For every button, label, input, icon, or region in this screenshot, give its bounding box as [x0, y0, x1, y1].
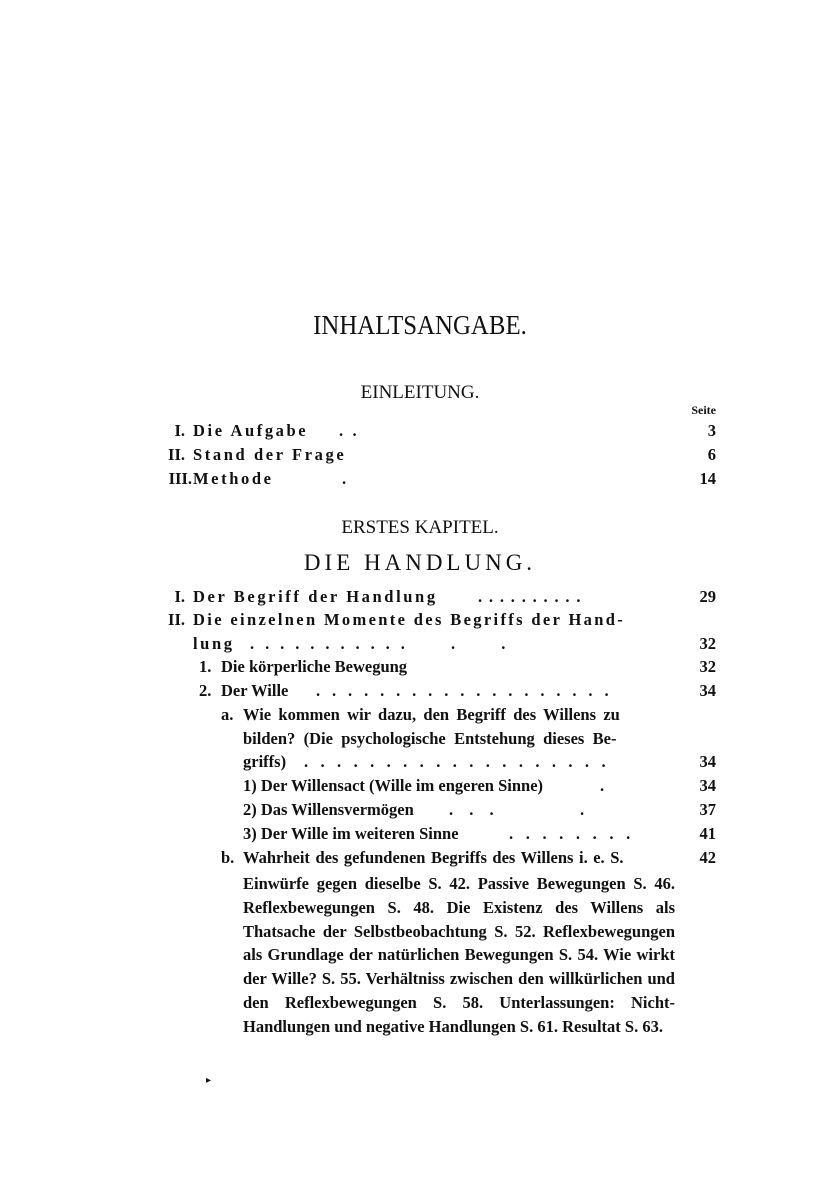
entry-number: I.	[174, 421, 185, 440]
toc-entry-a-line3	[0, 752, 840, 776]
entry-number: II.	[168, 445, 185, 464]
entry-leader: . . . . . . . . . . . . .	[250, 634, 507, 653]
entry-label: Methode	[193, 469, 274, 488]
entry-label: Die Aufgabe	[193, 421, 309, 440]
toc-entry-einleitung-1	[0, 421, 840, 445]
toc-entry-a-line2	[0, 729, 840, 753]
toc-entry-a	[0, 705, 840, 729]
entry-label: Der Wille	[221, 681, 289, 700]
entry-leader: .	[600, 776, 605, 795]
entry-page: 41	[699, 824, 716, 843]
entry-leader: ..........	[478, 587, 588, 606]
entry-label: 1) Der Willensact (Wille im engeren Sinne)	[243, 776, 544, 795]
toc-entry-b	[0, 848, 840, 872]
toc-entry-sub-2	[0, 681, 840, 705]
toc-entry-einleitung-3	[0, 469, 840, 493]
entry-leader: ...................	[304, 752, 618, 771]
entry-leader: . .	[339, 421, 360, 440]
entry-page: 37	[699, 800, 716, 819]
toc-entry-chapter-2	[0, 610, 840, 634]
entry-label-cont: bilden? (Die psychologische Entstehung dieses Be-	[243, 729, 617, 748]
entry-number: III.	[168, 469, 192, 488]
toc-entry-a2	[0, 800, 840, 824]
page-title: INHALTSANGABE.	[313, 310, 527, 340]
entry-number: I.	[174, 587, 185, 606]
entry-number: b.	[221, 848, 235, 867]
toc-entry-chapter-1	[0, 587, 840, 611]
entry-label-cont: griffs)	[243, 752, 287, 771]
toc-entry-einleitung-2	[0, 445, 840, 469]
entry-page: 3	[707, 421, 716, 440]
entry-page: 34	[699, 776, 716, 795]
entry-leader-extra: .	[580, 800, 585, 819]
entry-page: 29	[699, 587, 716, 606]
entry-page: 6	[707, 445, 716, 464]
entry-page: 32	[699, 634, 716, 653]
printer-mark: ▸	[206, 1075, 212, 1086]
entry-number: 2.	[199, 681, 212, 700]
entry-page: 34	[699, 681, 716, 700]
entry-number: 1.	[199, 657, 212, 676]
toc-entry-a1	[0, 776, 840, 800]
entry-page: 42	[699, 848, 716, 867]
entry-number: II.	[168, 610, 185, 629]
entry-label: Der Begriff der Handlung	[193, 587, 438, 606]
entry-label: 2) Das Willensvermögen	[243, 800, 414, 819]
entry-label: Die körperliche Bewegung	[221, 657, 408, 676]
entry-page: 34	[699, 752, 716, 771]
seite-label: Seite	[691, 403, 716, 417]
entry-label: Wie kommen wir dazu, den Begriff des Willens zu	[243, 705, 620, 724]
chapter-heading: ERSTES KAPITEL.	[341, 517, 499, 538]
entry-label: 3) Der Wille im weiteren Sinne	[243, 824, 459, 843]
toc-entry-chapter-2-cont	[0, 634, 840, 658]
toc-entry-a3	[0, 824, 840, 848]
entry-leader: ........	[509, 824, 643, 843]
einleitung-heading: EINLEITUNG.	[360, 382, 480, 403]
entry-leader: .	[342, 469, 347, 488]
entry-leader: ...................	[316, 681, 621, 700]
entry-page: 14	[699, 469, 716, 488]
toc-entry-b-description: Einwürfe gegen dieselbe S. 42. Passive Bewegungen S. 46. Reflexbewegungen S. 48. Die Existenz des Willens als Thatsache der Selbstbeobachtung S. 52. Reflexbewegungen als Grundlage der natürlichen Bewegungen S. 54. Wie wirkt der Wille? S. 55. Verhältniss zwischen den willkürlichen und den Reflexbewegungen S. 58. Unterlassungen: Nicht-Handlungen und negative Handlungen S. 61. Resultat S. 63.	[243, 874, 675, 1036]
entry-leader: . . .	[449, 800, 500, 819]
entry-label: Stand der Frage	[193, 445, 347, 464]
toc-entry-sub-1	[0, 657, 840, 681]
entry-label: Wahrheit des gefundenen Begriffs des Willens i. e. S.	[243, 848, 624, 867]
entry-number: a.	[221, 705, 234, 724]
chapter-title: DIE HANDLUNG.	[303, 550, 537, 575]
entry-page: 32	[699, 657, 716, 676]
entry-label-cont: lung	[193, 634, 235, 653]
entry-label: Die einzelnen Momente des Begriffs der Hand-	[193, 610, 626, 629]
